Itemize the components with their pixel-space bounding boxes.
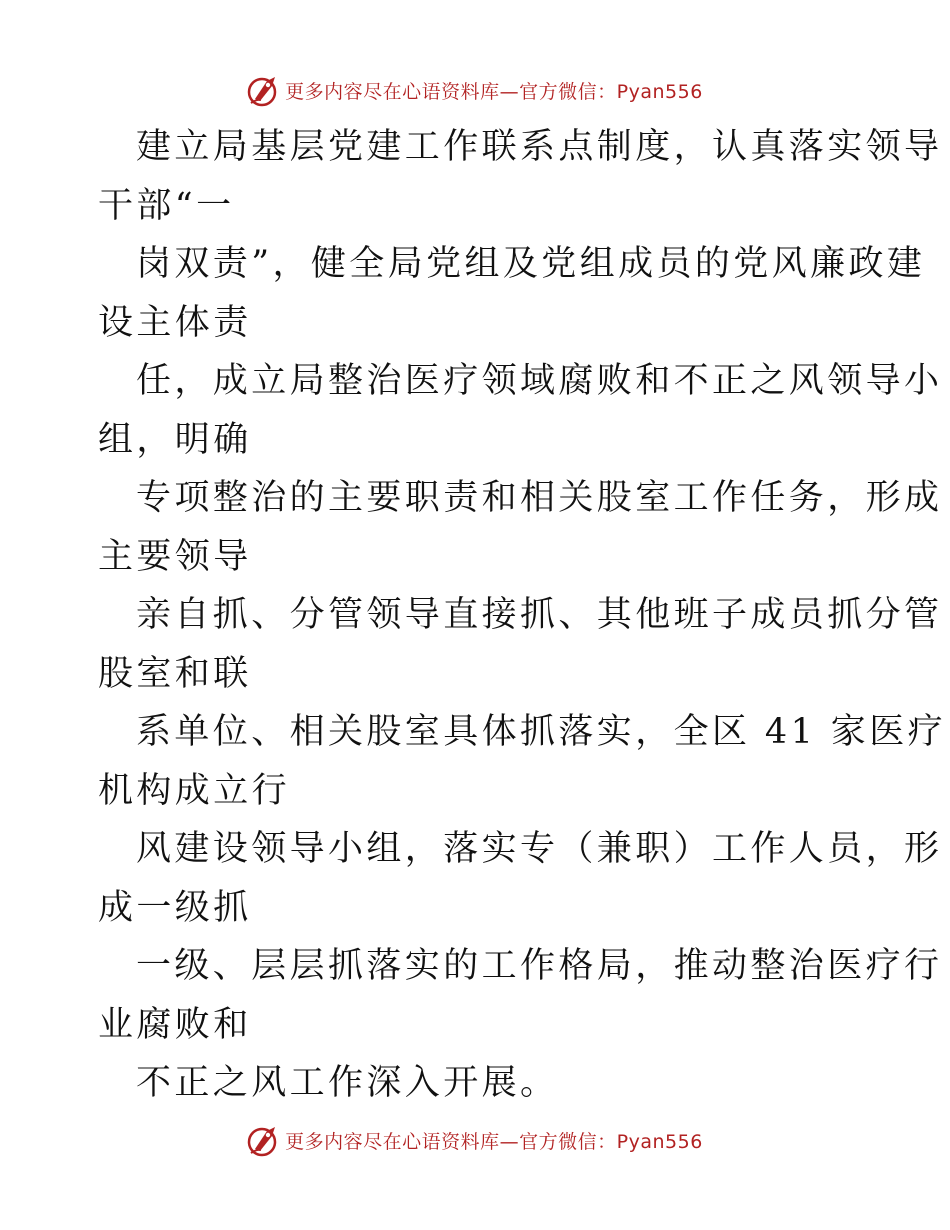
header-watermark: [0, 70, 950, 110]
text-line: 亲自抓、分管领导直接抓、其他班子成员抓分管: [136, 595, 943, 635]
text-line: 干部“一: [98, 185, 235, 226]
footer-watermark: [0, 1120, 950, 1160]
document-body: [98, 118, 946, 1113]
watermark-text: 更多内容尽在心语资料库—官方微信：Pyan556: [285, 80, 703, 103]
text-line: 专项整治的主要职责和相关股室工作任务，形成: [136, 478, 943, 518]
pen-nib-logo-icon: [247, 1123, 281, 1157]
text-line: 设主体责: [98, 302, 252, 343]
text-line: 系单位、相关股室具体抓落实，全区 41 家医疗: [136, 712, 946, 752]
text-line: 一级、层层抓落实的工作格局，推动整治医疗行: [136, 946, 943, 986]
text-line: 任，成立局整治医疗领域腐败和不正之风领导小: [136, 361, 943, 401]
text-line: 组，明确: [98, 419, 252, 460]
text-line: 成一级抓: [98, 887, 252, 928]
text-line: 岗双责”，健全局党组及党组成员的党风廉政建: [136, 244, 926, 284]
watermark-text: 更多内容尽在心语资料库—官方微信：Pyan556: [285, 1130, 703, 1153]
text-line: 建立局基层党建工作联系点制度，认真落实领导: [136, 127, 943, 167]
text-line: 机构成立行: [98, 770, 291, 811]
pen-nib-logo-icon: [247, 73, 281, 107]
text-line: 风建设领导小组，落实专（兼职）工作人员，形: [136, 829, 943, 869]
text-line: 主要领导: [98, 536, 252, 577]
text-line: 股室和联: [98, 653, 252, 694]
text-line: 不正之风工作深入开展。: [136, 1063, 559, 1103]
text-line: 业腐败和: [98, 1004, 252, 1045]
